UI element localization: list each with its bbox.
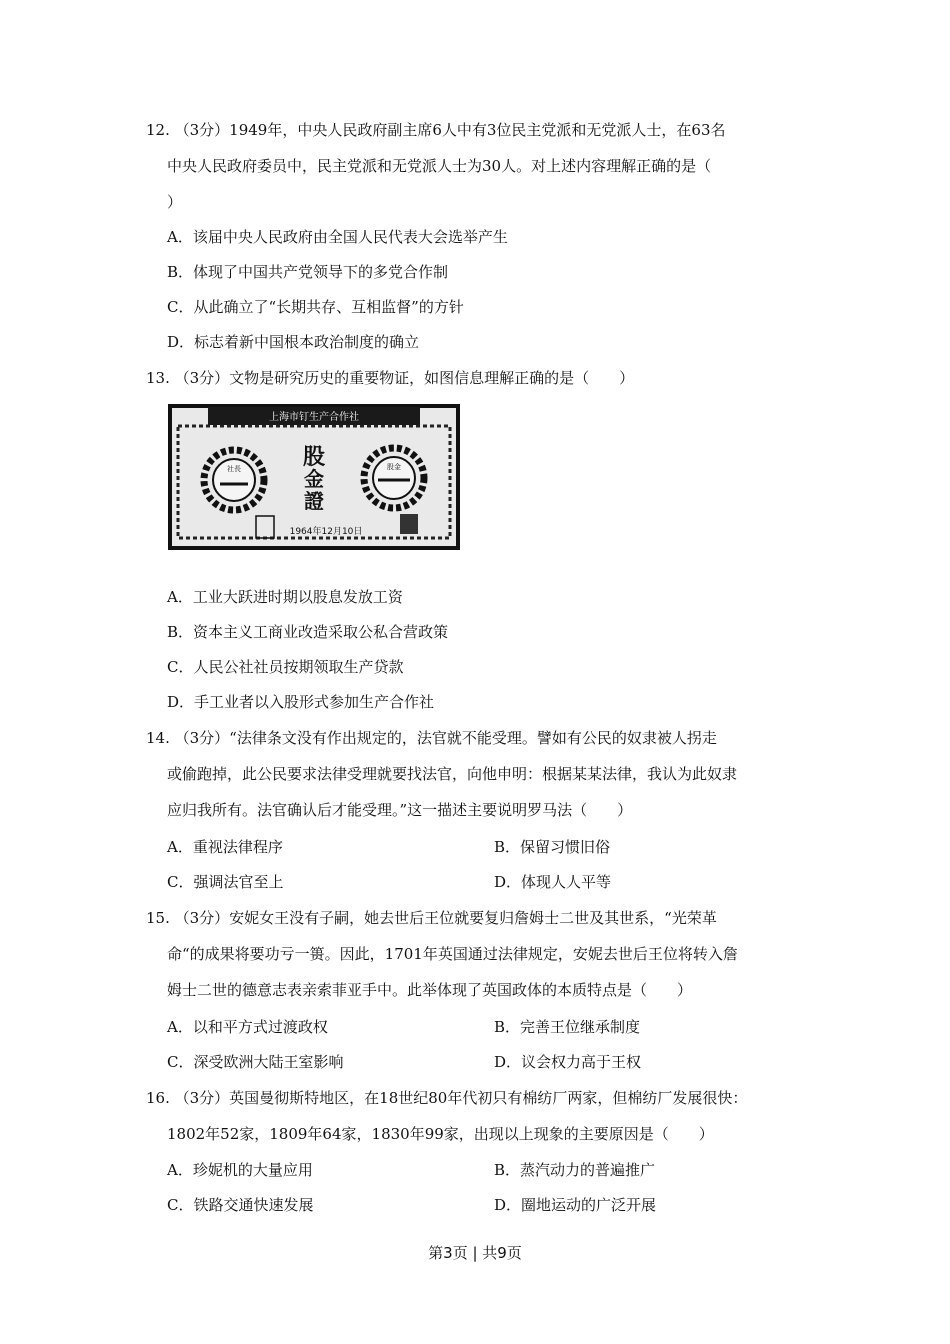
q16-stem-line2: 1802年52家，1809年64家，1830年99家，出现以上现象的主要原因是（ ） — [167, 1125, 714, 1143]
question-12 — [146, 112, 818, 220]
q12-option-a[interactable]: A．该届中央人民政府由全国人民代表大会选举产生 — [167, 228, 508, 246]
q14-stem-line3: 应归我所有。法官确认后才能受理。”这一描述主要说明罗马法（ ） — [167, 801, 633, 819]
q15-option-b[interactable]: B．完善王位继承制度 — [494, 1018, 641, 1036]
q13-option-d[interactable]: D．手工业者以入股形式参加生产合作社 — [167, 693, 435, 711]
q14-option-c[interactable]: C．强调法官至上 — [167, 873, 284, 891]
q15-option-c[interactable]: C．深受欧洲大陆王室影响 — [167, 1053, 344, 1071]
q15-stem-line1: 15. （3分）安妮女王没有子嗣，她去世后王位就要复归詹姆士二世及其世系，“光荣革 — [146, 909, 717, 927]
q16-option-d[interactable]: D．圈地运动的广泛开展 — [494, 1196, 657, 1214]
q13-option-b[interactable]: B．资本主义工商业改造采取公私合营政策 — [167, 623, 449, 641]
q12-option-d[interactable]: D．标志着新中国根本政治制度的确立 — [167, 333, 420, 351]
page-footer: 第3页 | 共9页 — [428, 1244, 522, 1262]
share-certificate-image — [168, 404, 460, 550]
q16-option-b[interactable]: B．蒸汽动力的普遍推广 — [494, 1161, 656, 1179]
right-seal-label: 股金 — [387, 463, 401, 471]
q12-stem-line3: ） — [167, 193, 183, 211]
question-13 — [146, 360, 818, 396]
q14-option-b[interactable]: B．保留习惯旧俗 — [494, 838, 611, 856]
q12-option-c[interactable]: C．从此确立了“长期共存、互相监督”的方针 — [167, 298, 464, 316]
certificate-char-3: 證 — [304, 489, 324, 513]
q15-stem-line3: 姆士二世的德意志表亲索菲亚手中。此举体现了英国政体的本质特点是（ ） — [167, 981, 693, 999]
question-16 — [146, 1080, 818, 1152]
certificate-date: 1964年12月10日 — [289, 527, 363, 537]
q16-stem-line1: 16. （3分）英国曼彻斯特地区，在18世纪80年代初只有棉纺厂两家，但棉纺厂发展很快： — [146, 1089, 748, 1107]
certificate-char-2: 金 — [304, 467, 324, 491]
question-15 — [146, 900, 818, 1008]
q15-option-a[interactable]: A．以和平方式过渡政权 — [167, 1018, 328, 1036]
q16-option-a[interactable]: A．珍妮机的大量应用 — [167, 1161, 313, 1179]
q12-stem-line2: 中央人民政府委员中，民主党派和无党派人士为30人。对上述内容理解正确的是（ — [167, 157, 712, 175]
q12-option-b[interactable]: B．体现了中国共产党领导下的多党合作制 — [167, 263, 449, 281]
q12-stem-line1: 12. （3分）1949年，中央人民政府副主席6人中有3位民主党派和无党派人士，在63名 — [146, 121, 726, 139]
q16-option-c[interactable]: C．铁路交通快速发展 — [167, 1196, 314, 1214]
q15-option-d[interactable]: D．议会权力高于王权 — [494, 1053, 642, 1071]
q13-option-a[interactable]: A．工业大跃进时期以股息发放工资 — [167, 588, 403, 606]
q14-option-a[interactable]: A．重视法律程序 — [167, 838, 283, 856]
left-seal-label: 社長 — [227, 465, 241, 473]
q14-stem-line2: 或偷跑掉，此公民要求法律受理就要找法官，向他申明：根据某某法律，我认为此奴隶 — [167, 765, 738, 783]
q14-stem-line1: 14. （3分）“法律条文没有作出规定的，法官就不能受理。譬如有公民的奴隶被人拐走 — [146, 729, 717, 747]
q13-stem-line1: 13. （3分）文物是研究历史的重要物证，如图信息理解正确的是（ ） — [146, 369, 635, 387]
certificate-header: 上海市钉生产合作社 — [269, 412, 359, 423]
q14-option-d[interactable]: D．体现人人平等 — [494, 873, 612, 891]
question-14 — [146, 720, 818, 828]
certificate-char-1: 股 — [302, 444, 326, 470]
q13-option-c[interactable]: C．人民公社社员按期领取生产贷款 — [167, 658, 404, 676]
q15-stem-line2: 命“的成果将要功亏一篑。因此，1701年英国通过法律规定，安妮去世后王位将转入詹 — [167, 945, 738, 963]
